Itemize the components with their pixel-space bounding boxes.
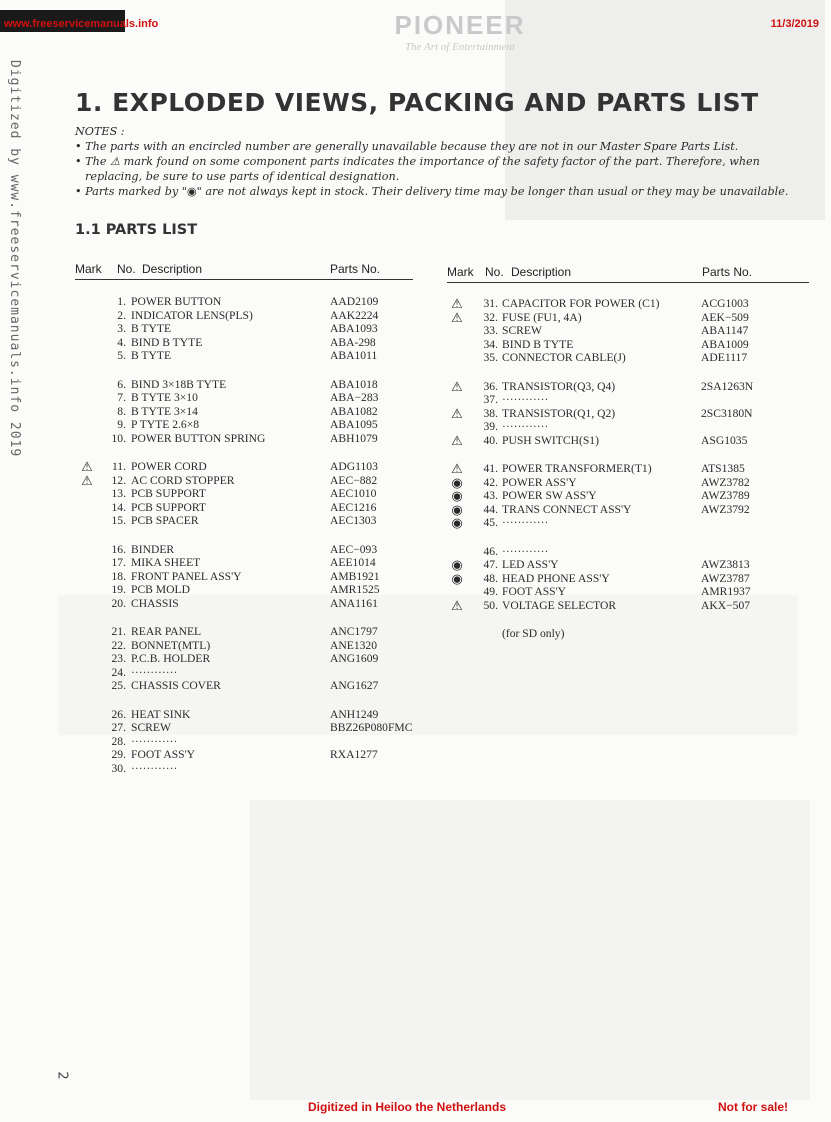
bleed-through-area [250, 800, 810, 1100]
part-number-index: 34. [483, 337, 498, 351]
part-description: B TYTE [131, 349, 172, 362]
part-number-index: 35. [483, 351, 498, 364]
part-code: ANE1320 [330, 638, 378, 652]
part-description: ············ [502, 420, 549, 433]
part-number-index: 22. [111, 638, 126, 652]
page-title: 1. EXPLODED VIEWS, PACKING AND PARTS LIST [75, 88, 759, 117]
part-code: ADG1103 [330, 460, 378, 473]
part-code: AWZ3789 [701, 489, 750, 502]
part-description: CHASSIS COVER [131, 679, 221, 692]
right-table-header [447, 265, 809, 283]
part-description: ············ [502, 544, 549, 558]
part-code: ABH1079 [330, 431, 378, 445]
part-code: AAK2224 [330, 308, 379, 322]
part-description: AC CORD STOPPER [131, 473, 235, 487]
part-number-index: 32. [483, 310, 498, 324]
part-description: ············ [502, 516, 549, 529]
part-number-index: 13. [111, 487, 126, 500]
part-code: AWZ3787 [701, 571, 750, 585]
part-number-index: 24. [111, 665, 126, 679]
mark-symbol: ⚠ [451, 378, 463, 394]
part-number-index: 8. [117, 404, 126, 418]
left-table-header [75, 262, 413, 280]
part-number-index: 20. [111, 596, 126, 610]
part-description: CAPACITOR FOR POWER (C1) [502, 297, 660, 310]
part-number-index: 46. [483, 544, 498, 558]
part-description: HEAT SINK [131, 707, 191, 721]
mark-symbol: ◉ [451, 570, 463, 586]
part-description: VOLTAGE SELECTOR [502, 598, 617, 612]
col-parts-no: Parts No. [702, 265, 753, 279]
part-description: PCB SUPPORT [131, 487, 207, 500]
part-code: AEC−882 [330, 473, 378, 487]
col-parts-no: Parts No. [330, 262, 381, 276]
part-code: AEE1014 [330, 556, 376, 569]
part-description: ············ [131, 761, 178, 775]
part-number-index: 23. [111, 652, 126, 665]
part-code: ABA1147 [701, 324, 749, 337]
mark-symbol: ⚠ [451, 597, 463, 613]
mark-symbol: ◉ [451, 515, 463, 530]
digitized-note: Digitized in Heiloo the Netherlands [308, 1100, 507, 1114]
part-description: TRANS CONNECT ASS'Y [502, 502, 632, 516]
part-description: P TYTE 2.6×8 [131, 418, 200, 431]
col-mark: Mark [447, 265, 474, 279]
part-number-index: 25. [111, 679, 126, 692]
part-number-index: 48. [483, 571, 498, 585]
part-description: POWER CORD [131, 460, 207, 473]
part-description: CHASSIS [131, 596, 179, 610]
part-number-index: 17. [111, 556, 126, 569]
part-number-index: 16. [111, 542, 126, 556]
part-number-index: 31. [483, 297, 498, 310]
part-number-index: 27. [111, 721, 126, 734]
not-for-sale-note: Not for sale! [718, 1100, 789, 1114]
part-number-index: 2. [117, 308, 126, 322]
part-code: ABA1011 [330, 349, 378, 362]
part-number-index: 3. [117, 322, 126, 335]
part-code: ABA1093 [330, 322, 378, 335]
part-code: ANG1609 [330, 652, 379, 665]
part-description: POWER ASS'Y [502, 475, 577, 489]
part-description: SCREW [502, 324, 542, 337]
part-code: ANC1797 [330, 625, 378, 638]
part-code: ASG1035 [701, 433, 748, 447]
part-description: B TYTE [131, 322, 172, 335]
part-code: AEC−093 [330, 542, 378, 556]
part-description: BIND 3×18B TYTE [131, 377, 227, 391]
note-item: • The ⚠ mark found on some component parts indicates the importance of the safety factor of the part. Therefore, when replacing, be sure to use parts of identical designation. [75, 155, 760, 183]
part-description: BIND B TYTE [131, 335, 203, 349]
faded-brand-header [260, 10, 660, 53]
part-code: AEC1303 [330, 514, 377, 527]
part-description: ············ [131, 665, 178, 679]
part-number-index: 1. [117, 295, 126, 308]
part-code: AAD2109 [330, 295, 379, 308]
part-description: BIND B TYTE [502, 337, 574, 351]
notes-heading: NOTES : [75, 125, 125, 138]
part-description: SCREW [131, 721, 171, 734]
brand-tagline: The Art of Entertainment [404, 41, 516, 53]
part-code: AWZ3782 [701, 475, 750, 489]
part-code: AWZ3792 [701, 502, 750, 516]
part-number-index: 7. [117, 391, 126, 404]
mark-symbol: ⚠ [451, 405, 463, 421]
part-description: ············ [131, 734, 178, 748]
part-number-index: 30. [111, 761, 126, 775]
part-description: HEAD PHONE ASS'Y [502, 571, 610, 585]
part-description: FOOT ASS'Y [131, 748, 196, 761]
part-description: FRONT PANEL ASS'Y [131, 569, 242, 583]
part-number-index: 42. [483, 475, 498, 489]
part-description: INDICATOR LENS(PLS) [131, 308, 253, 322]
part-code: AEC1216 [330, 500, 377, 514]
part-number-index: 41. [483, 462, 498, 475]
col-description: Description [511, 265, 572, 279]
part-description: CONNECTOR CABLE(J) [502, 351, 626, 364]
part-number-index: 11. [111, 460, 126, 473]
part-description: FOOT ASS'Y [502, 585, 567, 598]
col-description: Description [142, 262, 203, 276]
col-mark: Mark [75, 262, 102, 276]
part-code: ATS1385 [701, 462, 745, 475]
part-number-index: 12. [111, 473, 126, 487]
part-description: PCB MOLD [131, 583, 190, 596]
part-number-index: 40. [483, 433, 498, 447]
col-no: No. [117, 262, 136, 276]
section-title: 1.1 PARTS LIST [75, 222, 198, 238]
mark-symbol: ⚠ [451, 309, 463, 325]
part-number-index: 15. [111, 514, 126, 527]
part-code: ANA1161 [330, 596, 378, 610]
part-number-index: 47. [483, 558, 498, 571]
part-code: ABA1009 [701, 337, 749, 351]
part-description: B TYTE 3×10 [131, 391, 198, 404]
part-code: AWZ3813 [701, 558, 750, 571]
part-number-index: 5. [117, 349, 126, 362]
part-code: AMR1937 [701, 585, 751, 598]
part-number-index: 39. [483, 420, 498, 433]
part-description: ············ [502, 393, 549, 406]
part-code: AEC1010 [330, 487, 377, 500]
part-code: BBZ26P080FMC [330, 721, 413, 734]
part-code: ACG1003 [701, 297, 749, 310]
part-description: BONNET(MTL) [131, 638, 211, 652]
mark-symbol: ◉ [451, 474, 463, 490]
col-no: No. [485, 265, 504, 279]
part-number-index: 21. [111, 625, 126, 638]
part-number-index: 50. [483, 598, 498, 612]
part-code: ANG1627 [330, 679, 379, 692]
part-code: RXA1277 [330, 748, 378, 761]
scan-date: 11/3/2019 [770, 18, 819, 30]
mark-symbol: ◉ [451, 557, 463, 572]
part-number-index: 37. [483, 393, 498, 406]
part-description: POWER BUTTON SPRING [131, 431, 266, 445]
part-number-index: 14. [111, 500, 126, 514]
part-description: TRANSISTOR(Q1, Q2) [502, 406, 616, 420]
part-code: ADE1117 [701, 351, 748, 364]
part-number-index: 38. [483, 406, 498, 420]
page-number: 2 [54, 1071, 70, 1080]
part-code: AMR1525 [330, 583, 380, 596]
notes-block [75, 124, 815, 199]
part-code: ABA-298 [330, 335, 376, 349]
part-number-index: 10. [111, 431, 126, 445]
part-number-index: 4. [117, 335, 126, 349]
part-code: ABA−283 [330, 391, 379, 404]
part-description: PUSH SWITCH(S1) [502, 433, 599, 447]
part-number-index: 28. [111, 734, 126, 748]
side-watermark: Digitized by www.freeservicemanuals.info 2019 [7, 60, 22, 458]
part-code: ABA1095 [330, 418, 378, 431]
part-description: POWER SW ASS'Y [502, 489, 597, 502]
part-number-index: 6. [117, 377, 126, 391]
part-description: P.C.B. HOLDER [131, 652, 211, 665]
part-description: PCB SUPPORT [131, 500, 207, 514]
part-description: REAR PANEL [131, 625, 202, 638]
part-description: B TYTE 3×14 [131, 404, 198, 418]
part-number-index: 9. [117, 418, 126, 431]
part-number-index: 29. [111, 748, 126, 761]
part-code: ANH1249 [330, 707, 379, 721]
part-description: LED ASS'Y [502, 558, 559, 571]
mark-symbol: ⚠ [451, 296, 463, 311]
part-description: TRANSISTOR(Q3, Q4) [502, 379, 616, 393]
mark-symbol: ◉ [451, 501, 463, 517]
brand-logo: PIONEER [394, 10, 526, 40]
part-description: POWER TRANSFORMER(T1) [502, 462, 652, 475]
mark-symbol: ⚠ [81, 472, 93, 488]
part-code: 2SA1263N [701, 379, 754, 393]
mark-symbol: ⚠ [81, 459, 93, 474]
part-description: (for SD only) [502, 627, 565, 640]
part-number-index: 49. [483, 585, 498, 598]
source-url[interactable]: www.freeservicemanuals.info [4, 18, 159, 30]
note-item: • Parts marked by "◉" are not always kept in stock. Their delivery time may be longer than usual or they may be unavailable. [75, 185, 789, 198]
part-description: PCB SPACER [131, 514, 199, 527]
part-code: AEK−509 [701, 310, 749, 324]
mark-symbol: ⚠ [451, 432, 463, 448]
part-code: ABA1018 [330, 377, 378, 391]
part-description: MIKA SHEET [131, 556, 201, 569]
part-number-index: 33. [483, 324, 498, 337]
part-description: POWER BUTTON [131, 295, 222, 308]
mark-symbol: ⚠ [451, 461, 463, 476]
mark-symbol: ◉ [451, 488, 463, 503]
part-number-index: 36. [483, 379, 498, 393]
part-number-index: 26. [111, 707, 126, 721]
part-code: AMB1921 [330, 569, 380, 583]
part-description: FUSE (FU1, 4A) [502, 310, 582, 324]
part-number-index: 43. [483, 489, 498, 502]
part-number-index: 45. [483, 516, 498, 529]
part-description: BINDER [131, 542, 175, 556]
note-item: • The parts with an encircled number are generally unavailable because they are not in our Master Spare Parts List. [75, 140, 739, 153]
part-number-index: 19. [111, 583, 126, 596]
part-code: AKX−507 [701, 598, 751, 612]
part-number-index: 44. [483, 502, 498, 516]
part-code: ABA1082 [330, 404, 378, 418]
part-number-index: 18. [111, 569, 126, 583]
part-code: 2SC3180N [701, 406, 753, 420]
